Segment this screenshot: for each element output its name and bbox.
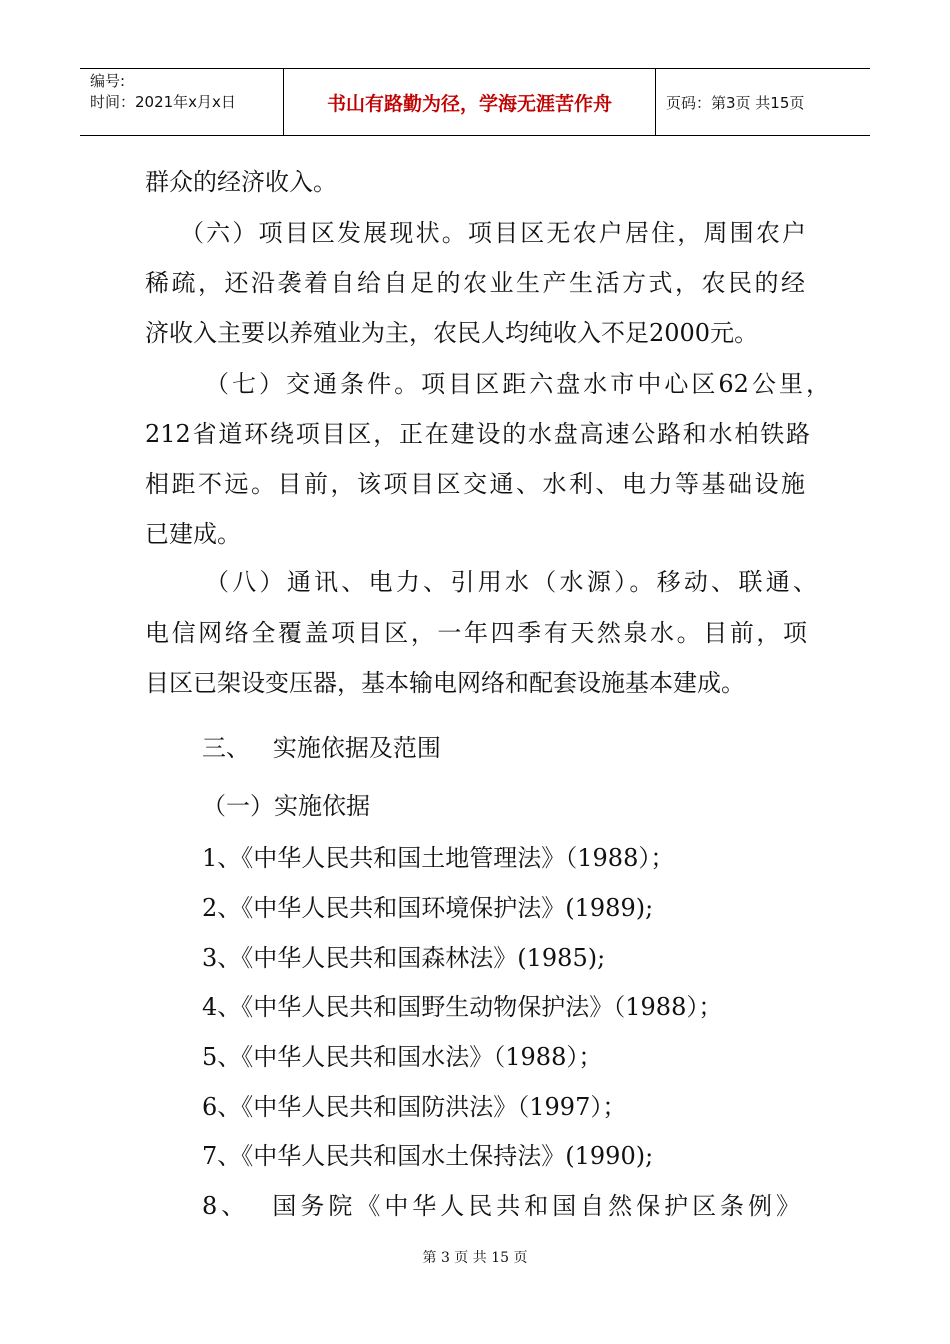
- document-time-label: 时间：2021年x月x日: [90, 93, 236, 111]
- body-line: （六）项目区发展现状。项目区无农户居住，周围农户: [180, 219, 806, 247]
- subsection-heading: （一）实施依据: [202, 792, 370, 820]
- list-item: 6、《中华人民共和国防洪法》（1997）；: [202, 1093, 627, 1121]
- header-page-info: 页码：第3页 共15页: [666, 93, 805, 112]
- list-item: 8、 国务院《中华人民共和国自然保护区条例》: [202, 1192, 800, 1220]
- header-motto: 书山有路勤为径，学海无涯苦作舟: [283, 69, 656, 135]
- body-line: 济收入主要以养殖业为主，农民人均纯收入不足2000元。: [145, 319, 759, 347]
- list-item: 1、《中华人民共和国土地管理法》（1988）；: [202, 844, 675, 872]
- page-header: [80, 68, 870, 136]
- header-meta: [80, 69, 283, 135]
- list-item: 3、《中华人民共和国森林法》(1985);: [202, 944, 606, 972]
- body-line: （七）交通条件。项目区距六盘水市中心区62公里，: [205, 370, 830, 398]
- body-line: 目区已架设变压器，基本输电网络和配套设施基本建成。: [145, 669, 745, 697]
- body-line: （八）通讯、电力、引用水（水源）。移动、联通、: [205, 568, 817, 596]
- list-item: 4、《中华人民共和国野生动物保护法》（1988）；: [202, 993, 723, 1021]
- list-item: 5、《中华人民共和国水法》（1988）；: [202, 1043, 603, 1071]
- section-heading: 三、 实施依据及范围: [202, 734, 441, 762]
- body-line: 电信网络全覆盖项目区，一年四季有天然泉水。目前，项: [145, 619, 807, 647]
- body-line: 已建成。: [145, 520, 241, 548]
- body-line: 相距不远。目前，该项目区交通、水利、电力等基础设施: [145, 470, 805, 498]
- document-number-label: 编号:: [90, 72, 126, 90]
- body-line: 212省道环绕项目区，正在建设的水盘高速公路和水柏铁路: [145, 420, 810, 448]
- body-line: 稀疏，还沿袭着自给自足的农业生产生活方式，农民的经: [145, 269, 805, 297]
- list-item: 2、《中华人民共和国环境保护法》(1989);: [202, 894, 654, 922]
- list-item: 7、《中华人民共和国水土保持法》(1990);: [202, 1142, 654, 1170]
- body-line: 群众的经济收入。: [145, 168, 337, 196]
- page-footer: 第 3 页 共 15 页: [422, 1250, 528, 1266]
